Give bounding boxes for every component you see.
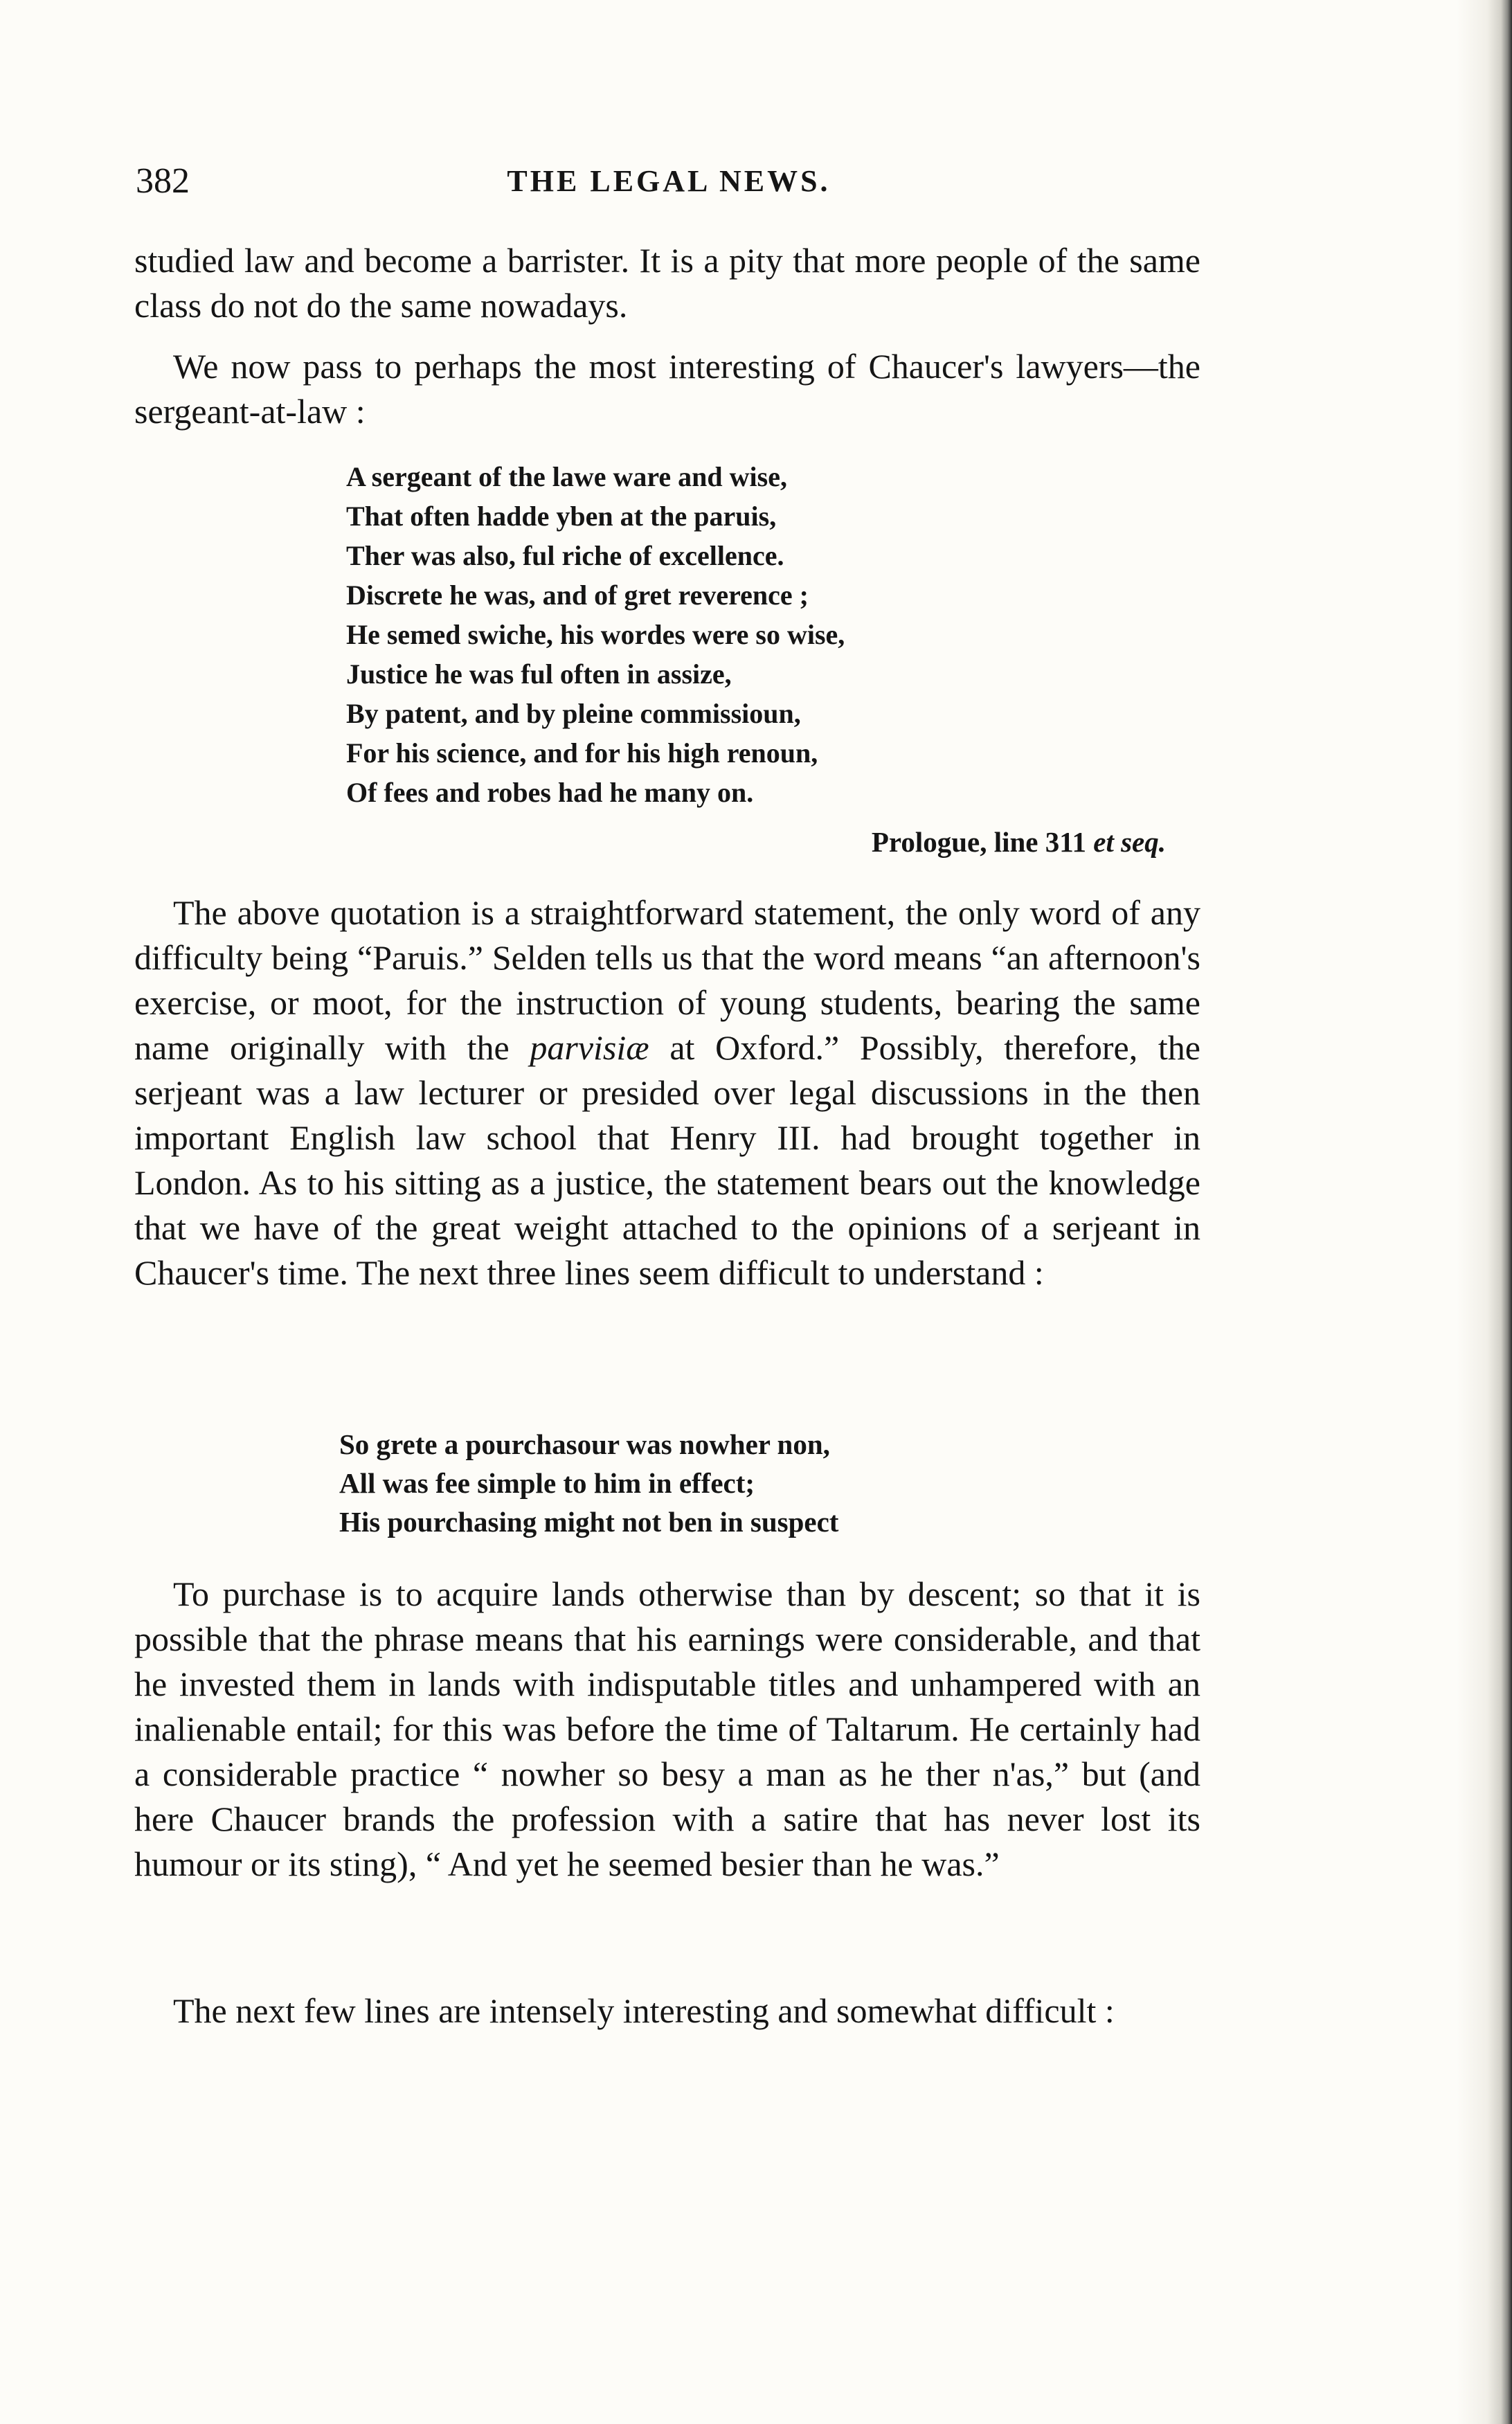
binding-edge <box>1457 0 1512 2424</box>
citation-italic: et seq. <box>1093 826 1166 858</box>
running-title: THE LEGAL NEWS. <box>507 164 831 198</box>
verse-line: That often hadde yben at the paruis, <box>346 501 777 532</box>
paragraph-4: To purchase is to acquire lands otherwise than by descent; so that it is possible that the phrase means that his earnings were considerable, and that he invested them in lands with indisputable titles and unhampered with an inalienable entail; for this was before the time of Taltarum. He certainly had a considerable practice “ nowher so besy a man as he ther n'as,” but (and here Chaucer brands the profession with a satire that has never lost its humour or its sting), “ And yet he seemed besier than he was.” <box>134 1574 1200 1883</box>
paragraph-3-part-b: at Oxford.” Possibly, therefore, the serjeant was a law lecturer or presided over legal discussions in the then important English law school that Henry III. had brought together in London. As to his sitting as a justice, the statement bears out the knowledge that we have of the great weight attached to the opinions of a serjeant in Chaucer's time. The next three lines seem difficult to understand : <box>134 1028 1200 1292</box>
verse-line: All was fee simple to him in effect; <box>339 1467 755 1499</box>
verse-line: By patent, and by pleine commissioun, <box>346 698 801 729</box>
verse-line: Of fees and robes had he many on. <box>346 777 754 808</box>
verse-line: Discrete he was, and of gret reverence ; <box>346 580 809 611</box>
verse-line: Justice he was ful often in assize, <box>346 658 732 690</box>
page-header <box>136 161 1202 209</box>
verse-line: For his science, and for his high renoun, <box>346 737 818 769</box>
paragraph-1: studied law and become a barrister. It is a pity that more people of the same class do not do the same nowadays. <box>134 241 1200 325</box>
page-number: 382 <box>136 161 190 201</box>
verse-line: He semed swiche, his wordes were so wise, <box>346 619 845 650</box>
paragraph-2: We now pass to perhaps the most interesting of Chaucer's lawyers—the sergeant-at-law : <box>134 347 1200 431</box>
verse-line: Ther was also, ful riche of excellence. <box>346 540 784 571</box>
paragraph-3 <box>134 890 1200 1295</box>
paragraph-3-italic-term: parvisiæ <box>530 1028 649 1067</box>
verse-citation <box>872 825 1166 859</box>
verse-line: His pourchasing might not ben in suspect <box>339 1506 839 1538</box>
paragraph-5: The next few lines are intensely interesting and somewhat difficult : <box>173 1991 1115 2030</box>
paragraph-3-part-a: The above quotation is a straightforward statement, the only word of any difficulty being “Paruis.” Selden tells us that the word means “an afternoon's exercise, or moot, for the instruction of young students, bearing the same name originally with the <box>134 893 1200 1067</box>
verse-block-2 <box>339 1425 1073 1541</box>
citation-text: Prologue, line 311 <box>871 826 1094 858</box>
verse-block-1 <box>346 457 1080 812</box>
verse-line: So grete a pourchasour was nowher non, <box>339 1428 830 1460</box>
verse-line: A sergeant of the lawe ware and wise, <box>346 461 787 492</box>
